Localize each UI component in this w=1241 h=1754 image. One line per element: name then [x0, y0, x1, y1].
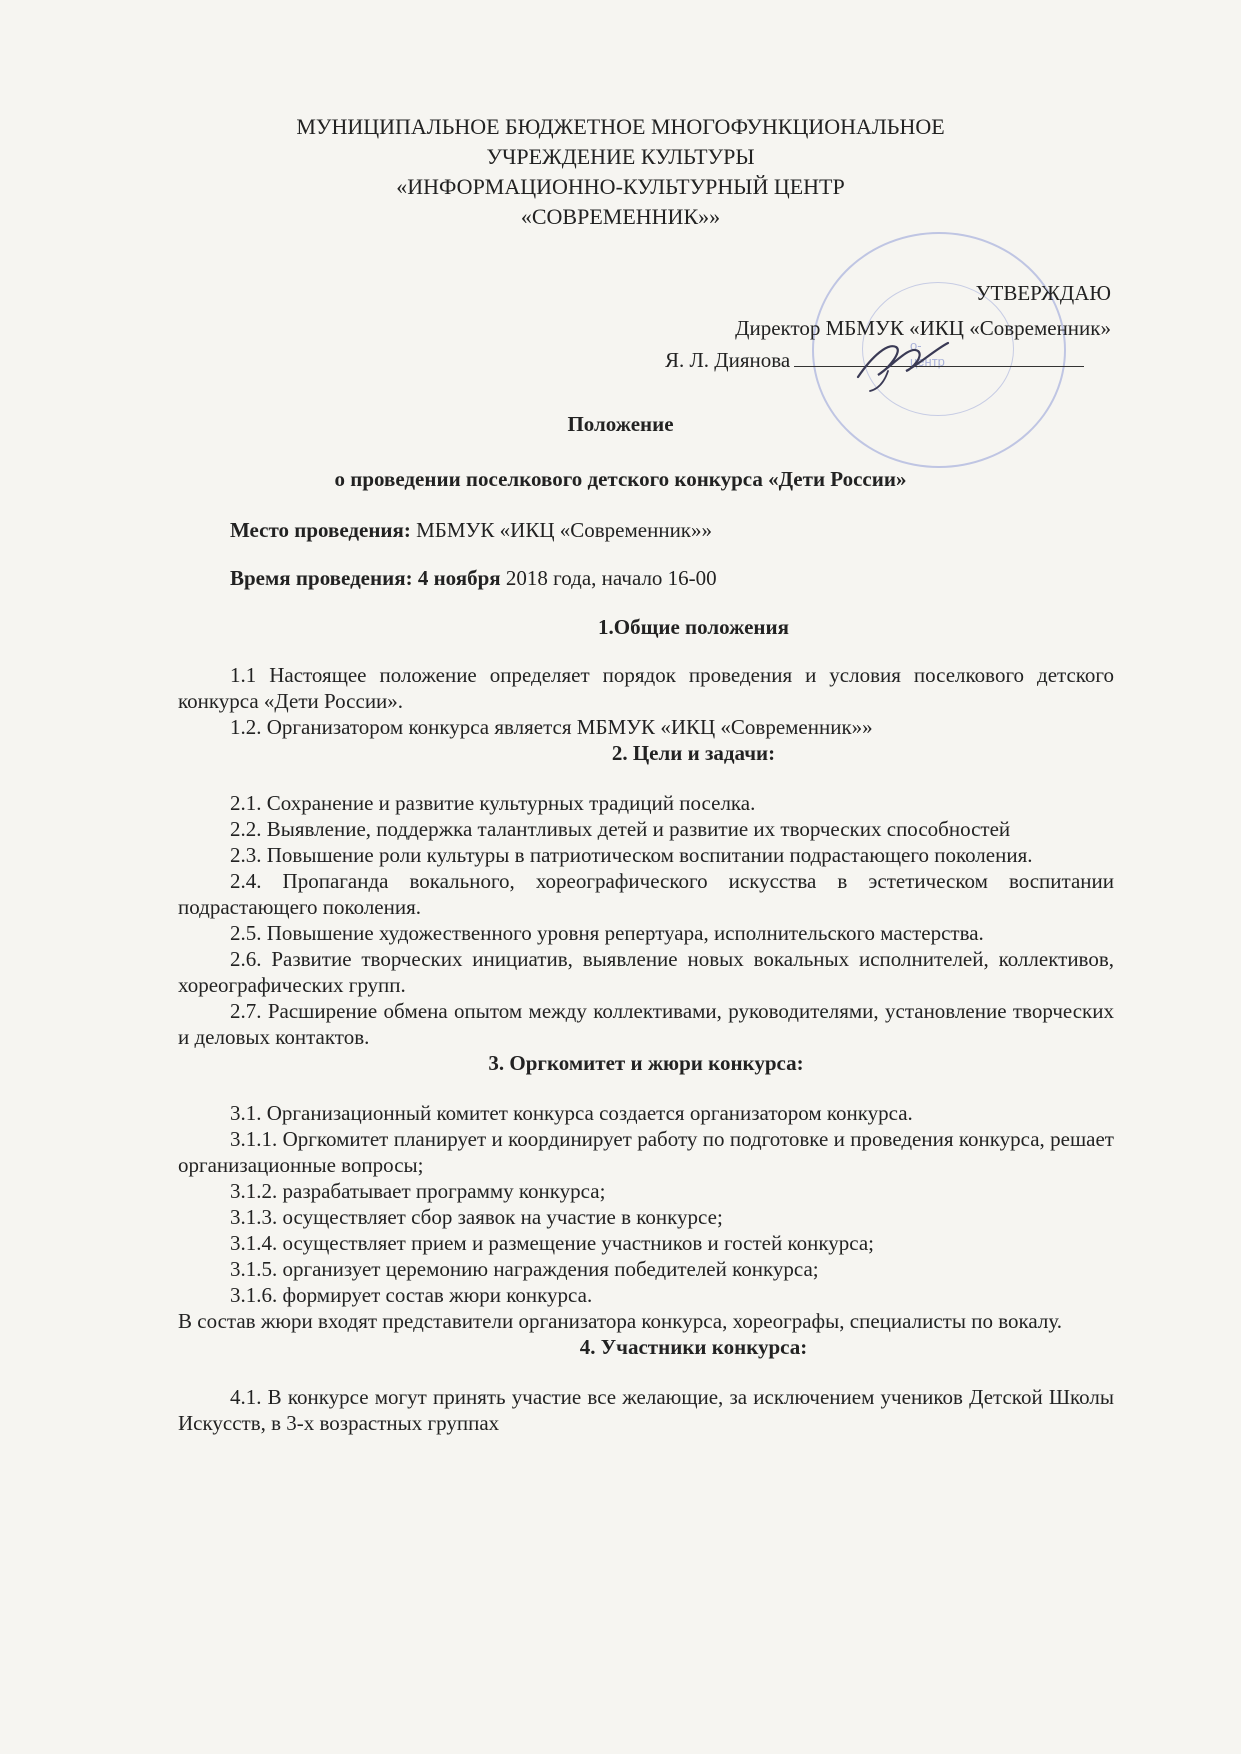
document-body [178, 614, 1114, 1436]
org-line-3: «ИНФОРМАЦИОННО-КУЛЬТУРНЫЙ ЦЕНТР [396, 174, 845, 199]
event-place [230, 518, 712, 543]
clause-2-3: 2.3. Повышение роли культуры в патриотическом воспитании подрастающего поколения. [230, 843, 1033, 867]
clause-3-1: 3.1. Организационный комитет конкурса создается организатором конкурса. [230, 1101, 913, 1125]
section-4-title: 4. Участники конкурса: [579, 1335, 808, 1359]
clause-2-2: 2.2. Выявление, поддержка талантливых детей и развитие их творческих способностей [230, 817, 1011, 841]
clause-2-7: 2.7. Расширение обмена опытом между коллективами, руководителями, установление творческих и деловых контактов. [178, 999, 1114, 1049]
org-line-2: УЧРЕЖДЕНИЕ КУЛЬТУРЫ [486, 144, 755, 169]
document-title: Положение [567, 412, 674, 436]
clause-3-1-3: 3.1.3. осуществляет сбор заявок на участие в конкурсе; [230, 1205, 723, 1229]
time-date: 4 ноября [417, 566, 501, 590]
signatory-name: Я. Л. Диянова [665, 348, 791, 372]
jury-composition: В состав жюри входят представители организатора конкурса, хореографы, специалисты по вокалу. [178, 1309, 1062, 1333]
document-subtitle: о проведении поселкового детского конкурса «Дети России» [334, 467, 907, 491]
clause-3-1-1: 3.1.1. Оргкомитет планирует и координирует работу по подготовке и проведения конкурса, решает организационные вопросы; [178, 1127, 1114, 1177]
clause-3-1-6: 3.1.6. формирует состав жюри конкурса. [230, 1283, 593, 1307]
event-time [230, 566, 717, 591]
clause-3-1-2: 3.1.2. разрабатывает программу конкурса; [230, 1179, 606, 1203]
time-label: Время проведения: [230, 566, 413, 590]
section-1-title: 1.Общие положения [598, 615, 789, 639]
approval-title: УТВЕРЖДАЮ [975, 281, 1111, 305]
clause-3-1-4: 3.1.4. осуществляет прием и размещение участников и гостей конкурса; [230, 1231, 874, 1255]
org-line-4: «СОВРЕМЕННИК»» [520, 204, 721, 229]
clause-2-4: 2.4. Пропаганда вокального, хореографического искусства в эстетическом воспитании подрастающего поколения. [178, 869, 1114, 919]
place-label: Место проведения: [230, 518, 411, 542]
section-3-title: 3. Оргкомитет и жюри конкурса: [488, 1051, 804, 1075]
handwritten-signature-icon [848, 325, 958, 395]
organization-header [0, 112, 1241, 232]
clause-3-1-5: 3.1.5. организует церемонию награждения победителей конкурса; [230, 1257, 819, 1281]
section-2-title: 2. Цели и задачи: [611, 741, 776, 765]
clause-2-6: 2.6. Развитие творческих инициатив, выявление новых вокальных исполнителей, коллективов, хореографических групп. [178, 947, 1114, 997]
place-value: МБМУК «ИКЦ «Современник»» [416, 518, 713, 542]
approval-role: Директор МБМУК «ИКЦ «Современник» [735, 316, 1111, 340]
clause-4-1: 4.1. В конкурсе могут принять участие все желающие, за исключением учеников Детской Школы Искусств, в 3-х возрастных группах [178, 1385, 1114, 1435]
clause-2-1: 2.1. Сохранение и развитие культурных традиций поселка. [230, 791, 756, 815]
clause-1-1: 1.1 Настоящее положение определяет порядок проведения и условия поселкового детского конкурса «Дети России». [178, 663, 1114, 713]
clause-2-5: 2.5. Повышение художественного уровня репертуара, исполнительского мастерства. [230, 921, 984, 945]
org-line-1: МУНИЦИПАЛЬНОЕ БЮДЖЕТНОЕ МНОГОФУНКЦИОНАЛЬНОЕ [296, 114, 945, 139]
seal-text: о- центр [910, 338, 945, 369]
clause-1-2: 1.2. Организатором конкурса является МБМУК «ИКЦ «Современник»» [230, 715, 873, 739]
time-value: 2018 года, начало 16-00 [505, 566, 717, 590]
